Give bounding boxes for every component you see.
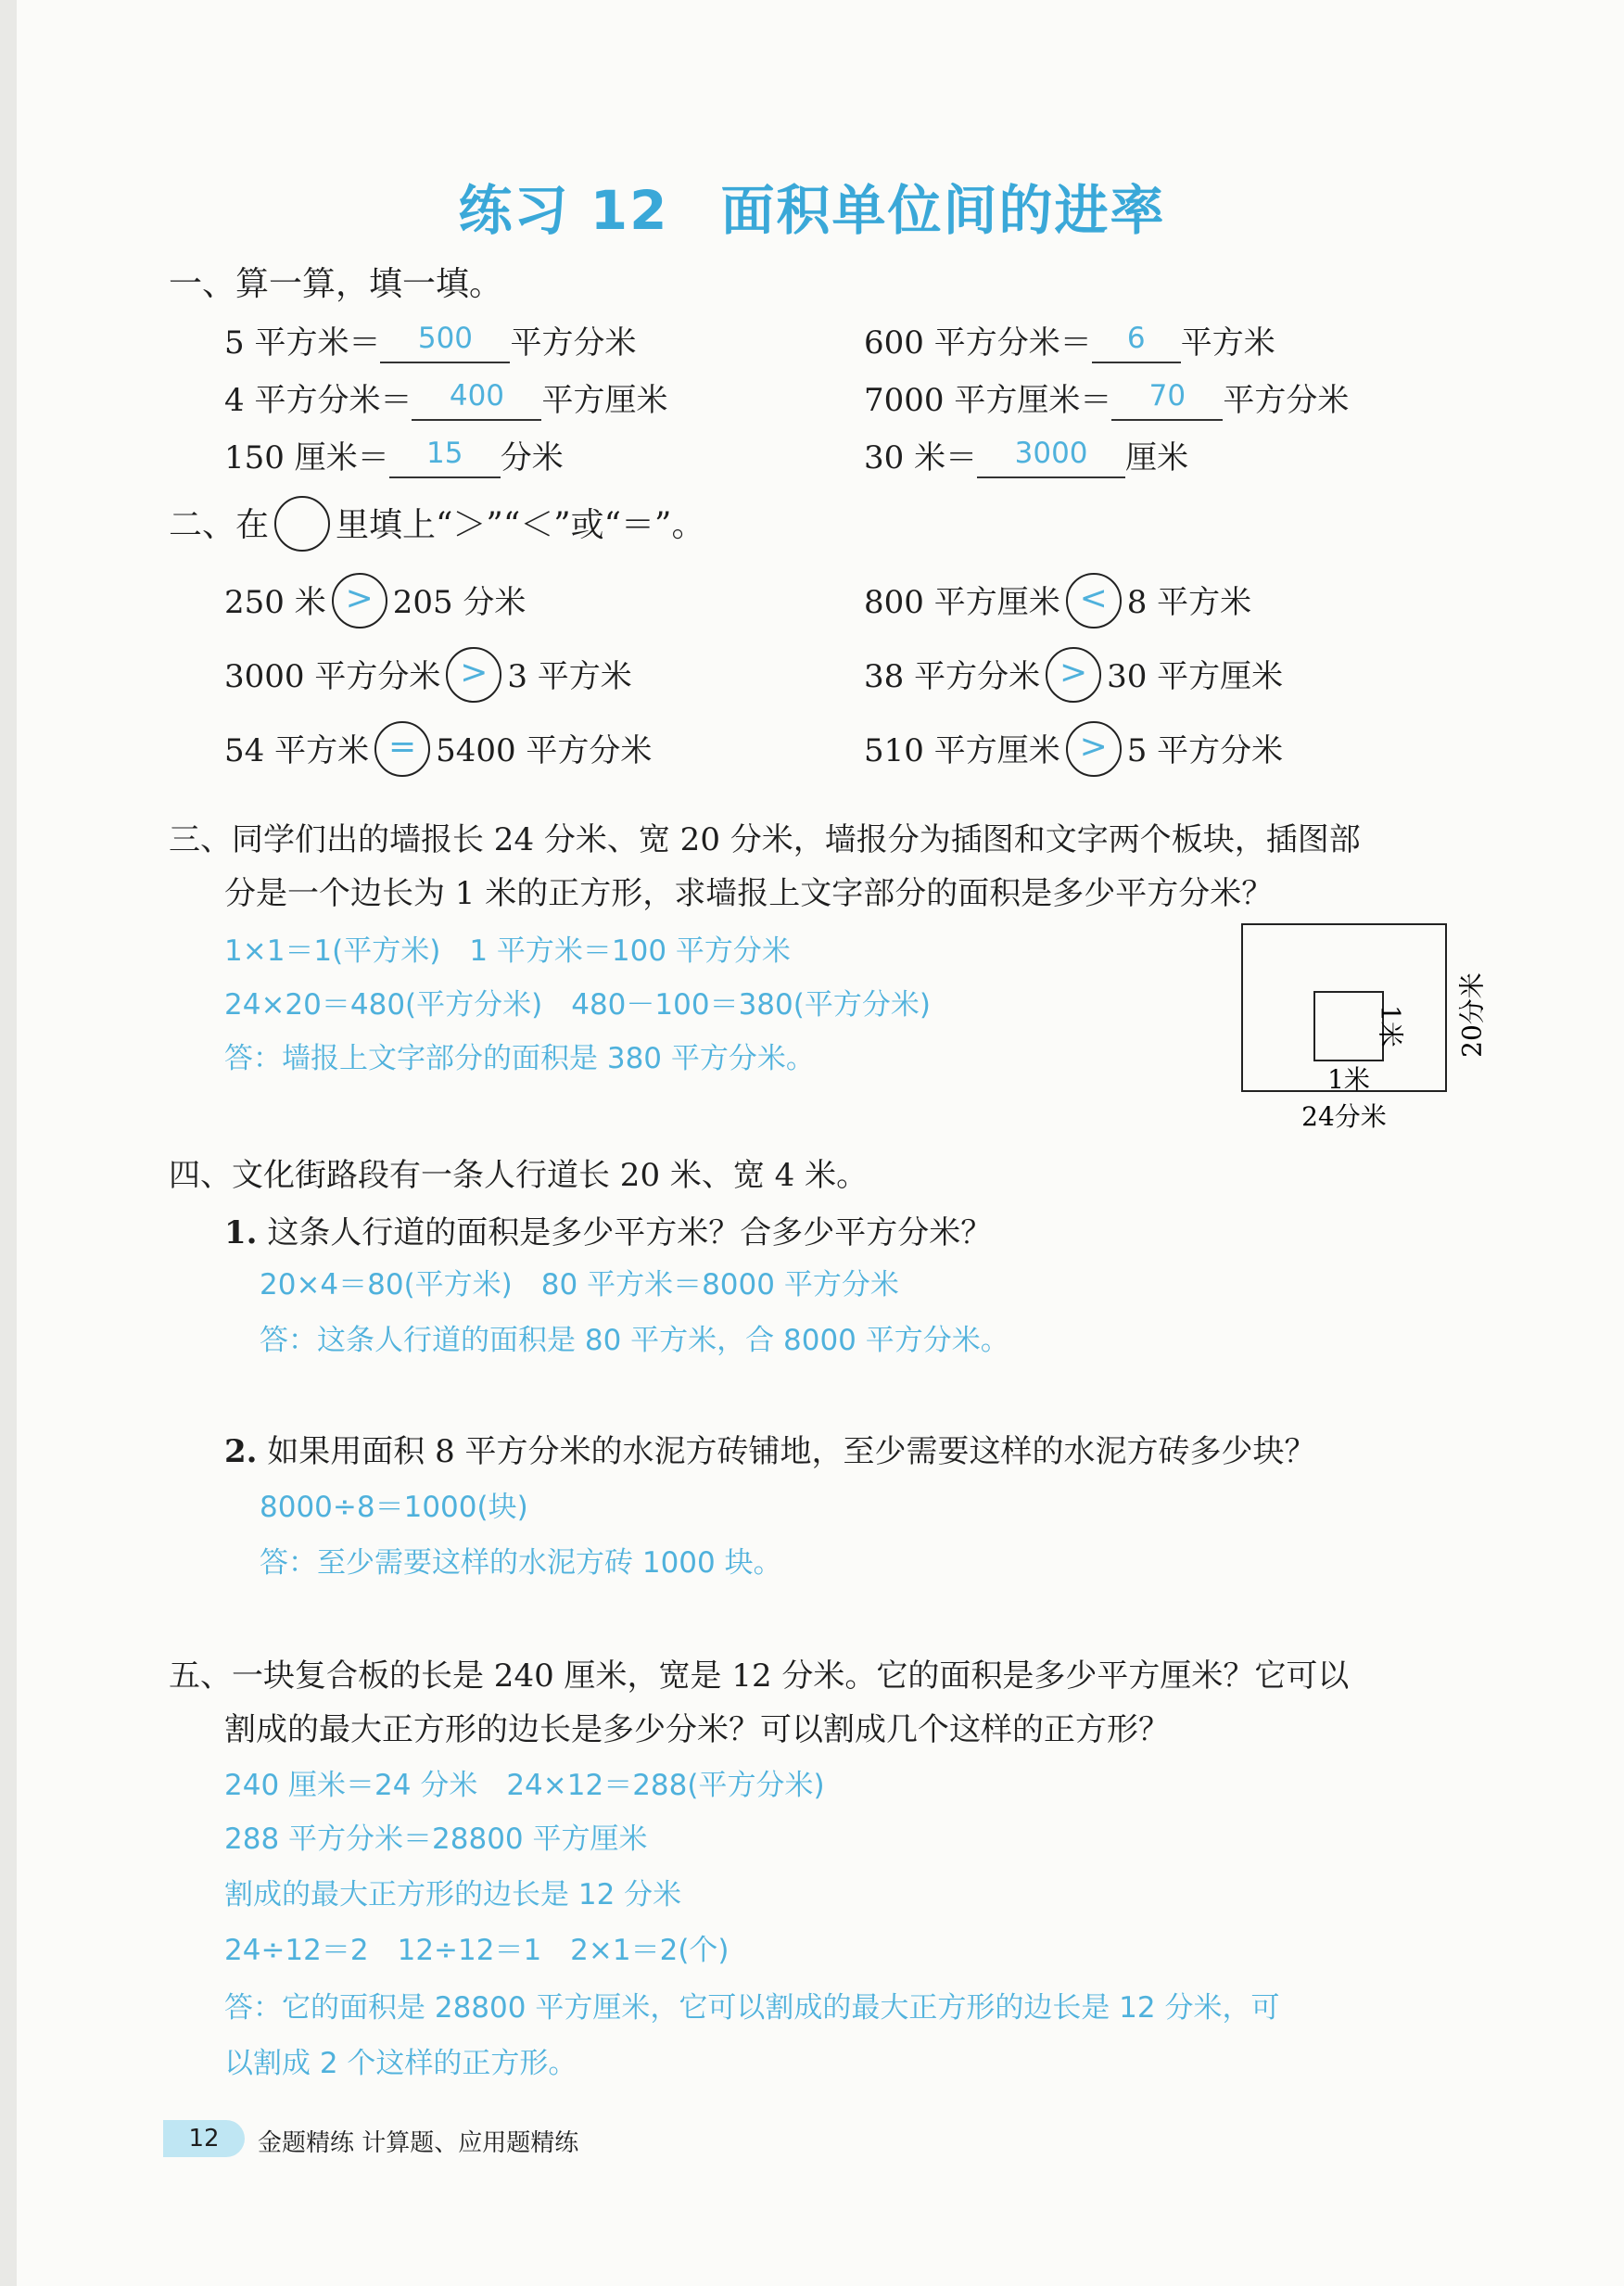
inner-height-label: 1米 (1375, 1005, 1406, 1048)
page-title: 练习 12 面积单位间的进率 (458, 179, 1166, 242)
footer-text: 金题精练 计算题、应用题精练 (258, 2129, 579, 2157)
s5-answer-3: 割成的最大正方形的边长是 12 分米 (224, 1878, 682, 1911)
answer-blank[interactable]: 400 (412, 382, 541, 421)
s1-item-2: 600 平方分米＝ 6 平方米 (864, 322, 1275, 362)
picture-square (1314, 992, 1383, 1060)
s3-answer-2: 24×20＝480(平方分米) 480－100＝380(平方分米) (224, 988, 931, 1022)
compare-circle[interactable]: < (1066, 573, 1122, 629)
s5-answer-4: 24÷12＝2 12÷12＝1 2×1＝2(个) (224, 1934, 730, 1967)
s3-question-line-1: 三、同学们出的墙报长 24 分米、宽 20 分米，墙报分为插图和文字两个板块，插图部 (169, 821, 1361, 858)
s1-item-6: 30 米＝ 3000 厘米 (864, 437, 1189, 476)
s1-item-4: 7000 平方厘米＝ 70 平方分米 (864, 379, 1350, 419)
s4-q1-answer-1: 20×4＝80(平方米) 80 平方米＝8000 平方分米 (260, 1268, 899, 1302)
s2-item-1: 250 米 > 205 分米 (224, 577, 526, 632)
s3-answer-1: 1×1＝1(平方米) 1 平方米＝100 平方分米 (224, 934, 791, 968)
wall-poster-diagram (1224, 918, 1502, 1140)
example-circle (274, 496, 330, 552)
s2-item-2: 800 平方厘米 < 8 平方米 (864, 577, 1251, 632)
s5-question-line-2: 割成的最大正方形的边长是多少分米？可以割成几个这样的正方形？ (224, 1711, 1170, 1748)
s4-q1: 1. 这条人行道的面积是多少平方米？合多少平方分米？ (224, 1214, 993, 1251)
s2-item-3: 3000 平方分米 > 3 平方米 (224, 651, 632, 706)
s4-heading: 四、文化街路段有一条人行道长 20 米、宽 4 米。 (169, 1157, 869, 1194)
page-number: 12 (163, 2120, 245, 2157)
page-edge (0, 0, 17, 2286)
compare-circle[interactable]: > (332, 573, 387, 629)
s1-heading: 一、算一算，填一填。 (169, 265, 503, 303)
compare-circle[interactable]: > (1046, 647, 1101, 703)
s3-question-line-2: 分是一个边长为 1 米的正方形，求墙报上文字部分的面积是多少平方分米？ (224, 875, 1274, 912)
answer-blank[interactable]: 70 (1111, 382, 1223, 421)
outer-height-label: 20分米 (1456, 972, 1488, 1058)
s2-item-6: 510 平方厘米 > 5 平方分米 (864, 725, 1283, 781)
s1-item-1: 5 平方米＝ 500 平方分米 (224, 322, 637, 362)
s5-answer-5: 答：它的面积是 28800 平方厘米，它可以割成的最大正方形的边长是 12 分米，可 (224, 1991, 1280, 2025)
s4-q2-answer-1: 8000÷8＝1000(块) (260, 1491, 528, 1524)
compare-circle[interactable]: > (1066, 721, 1122, 777)
s1-item-5: 150 厘米＝ 15 分米 (224, 437, 564, 476)
s1-item-3: 4 平方分米＝ 400 平方厘米 (224, 379, 668, 419)
inner-width-label: 1米 (1327, 1064, 1370, 1095)
s5-answer-1: 240 厘米＝24 分米 24×12＝288(平方分米) (224, 1769, 825, 1802)
s5-question-line-1: 五、一块复合板的长是 240 厘米，宽是 12 分米。它的面积是多少平方厘米？它可以 (169, 1657, 1350, 1695)
answer-blank[interactable]: 6 (1092, 324, 1181, 363)
s5-answer-6: 以割成 2 个这样的正方形。 (224, 2047, 577, 2080)
s4-q2-answer-2: 答：至少需要这样的水泥方砖 1000 块。 (260, 1546, 782, 1580)
s4-q2: 2. 如果用面积 8 平方分米的水泥方砖铺地，至少需要这样的水泥方砖多少块？ (224, 1433, 1316, 1470)
outer-width-label: 24分米 (1301, 1101, 1387, 1132)
answer-blank[interactable]: 15 (389, 439, 501, 478)
s4-q1-answer-2: 答：这条人行道的面积是 80 平方米，合 8000 平方分米。 (260, 1324, 1009, 1357)
compare-circle[interactable]: = (374, 721, 430, 777)
answer-blank[interactable]: 3000 (977, 439, 1125, 478)
s3-answer-3: 答：墙报上文字部分的面积是 380 平方分米。 (224, 1042, 815, 1075)
compare-circle[interactable]: > (446, 647, 501, 703)
s2-item-5: 54 平方米 = 5400 平方分米 (224, 725, 652, 781)
s5-answer-2: 288 平方分米＝28800 平方厘米 (224, 1822, 648, 1856)
s2-item-4: 38 平方分米 > 30 平方厘米 (864, 651, 1283, 706)
s2-heading: 二、在 里填上“＞”“＜”或“＝”。 (169, 499, 704, 555)
answer-blank[interactable]: 500 (380, 324, 510, 363)
